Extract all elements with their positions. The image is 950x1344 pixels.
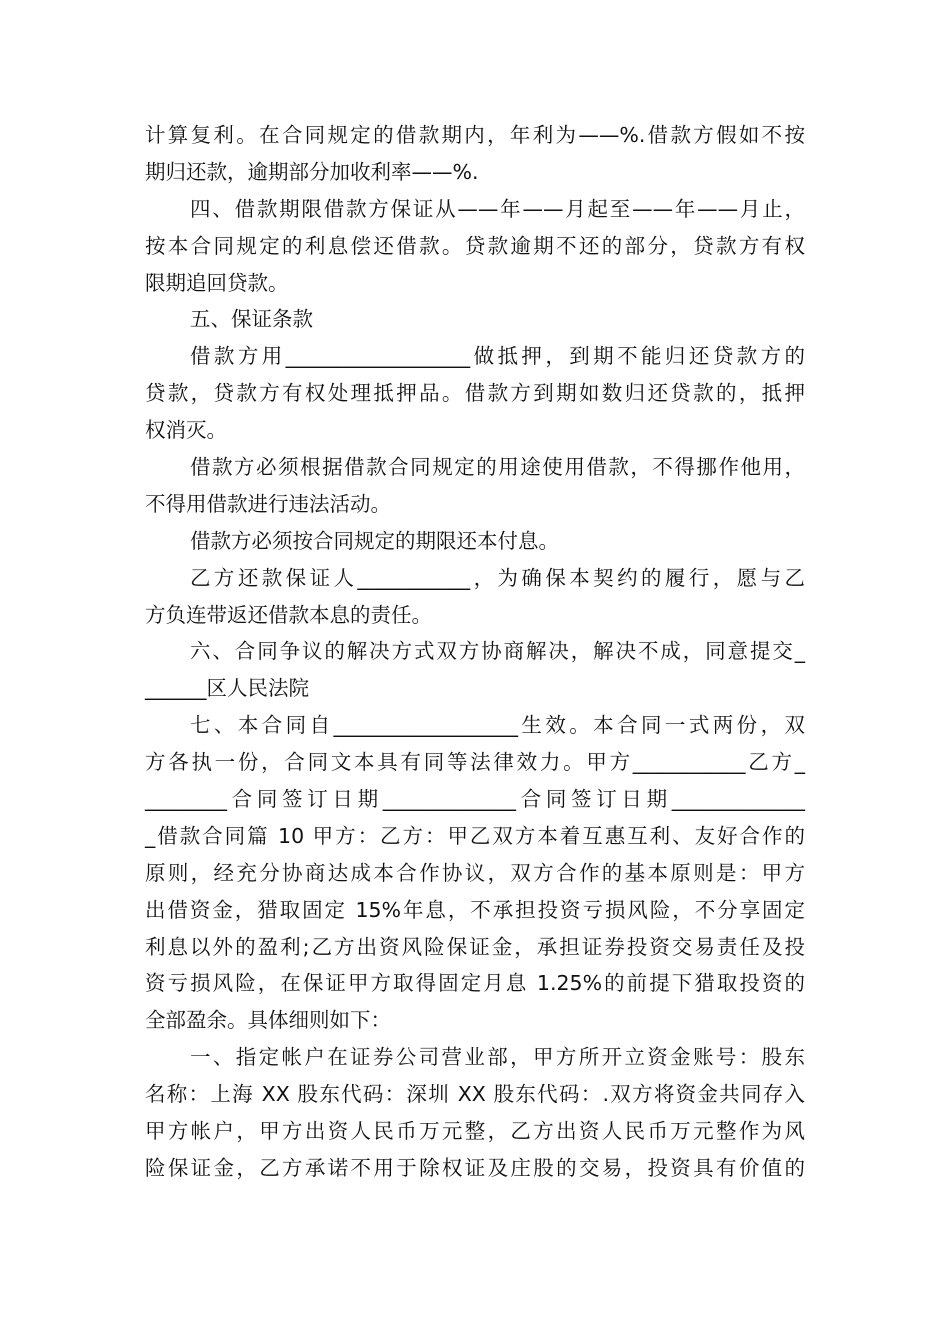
text-line: 方负连带返还借款本息的责任。 bbox=[145, 602, 432, 627]
text-line: 贷款，贷款方有权处理抵押品。借款方到期如数归还贷款的，抵押 bbox=[145, 381, 805, 406]
text-line: 原则，经充分协商达成本合作协议，双方合作的基本原则是：甲方 bbox=[145, 860, 805, 885]
text-line: 六、合同争议的解决方式双方协商解决，解决不成，同意提交_ bbox=[190, 639, 805, 664]
text-line: 借款方必须按合同规定的期限还本付息。 bbox=[190, 528, 559, 553]
text-line: 利息以外的盈利;乙方出资风险保证金，承担证券投资交易责任及投 bbox=[145, 934, 805, 959]
text-line: 险保证金，乙方承诺不用于除权证及庄股的交易，投资具有价值的 bbox=[145, 1155, 805, 1180]
text-line: 权消灭。 bbox=[145, 418, 227, 443]
text-line: 不得用借款进行违法活动。 bbox=[145, 491, 391, 516]
text-line: 计算复利。在合同规定的借款期内，年利为——%.借款方假如不按 bbox=[145, 123, 805, 147]
text-line: 资亏损风险，在保证甲方取得固定月息 1.25%的前提下猎取投资的 bbox=[145, 971, 805, 996]
text-line: 借款方必须根据借款合同规定的用途使用借款，不得挪作他用， bbox=[190, 455, 805, 480]
text-line: 乙方还款保证人___________，为确保本契约的履行，愿与乙 bbox=[190, 565, 805, 590]
text-line: 期归还款，逾期部分加收利率——%. bbox=[145, 159, 479, 184]
text-line: 按本合同规定的利息偿还借款。贷款逾期不还的部分，贷款方有权 bbox=[145, 233, 805, 258]
text-line: 五、保证条款 bbox=[190, 307, 313, 332]
text-line: 限期追回贷款。 bbox=[145, 270, 289, 295]
text-line: ________合同签订日期_____________合同签订日期_____________ bbox=[145, 787, 805, 812]
text-line: _借款合同篇 10 甲方：乙方：甲乙双方本着互惠互利、友好合作的 bbox=[145, 823, 805, 848]
text-line: ______区人民法院 bbox=[145, 676, 309, 701]
text-line: 全部盈余。具体细则如下： bbox=[145, 1008, 391, 1033]
text-line: 出借资金，猎取固定 15%年息，不承担投资亏损风险，不分享固定 bbox=[145, 897, 805, 922]
text-line: 四、借款期限借款方保证从——年——月起至——年——月止， bbox=[190, 196, 805, 221]
text-line: 一、指定帐户在证券公司营业部，甲方所开立资金账号：股东 bbox=[190, 1045, 805, 1070]
text-line: 甲方帐户，甲方出资人民币万元整，乙方出资人民币万元整作为风 bbox=[145, 1119, 805, 1144]
text-line: 方各执一份，合同文本具有同等法律效力。甲方___________乙方_ bbox=[145, 750, 805, 775]
text-line: 名称：上海 XX 股东代码：深圳 XX 股东代码：.双方将资金共同存入 bbox=[145, 1082, 805, 1107]
document-page bbox=[145, 117, 805, 1187]
text-line: 借款方用__________________做抵押，到期不能归还贷款方的 bbox=[190, 344, 805, 369]
text-line: 七、本合同自__________________生效。本合同一式两份，双 bbox=[190, 713, 805, 738]
